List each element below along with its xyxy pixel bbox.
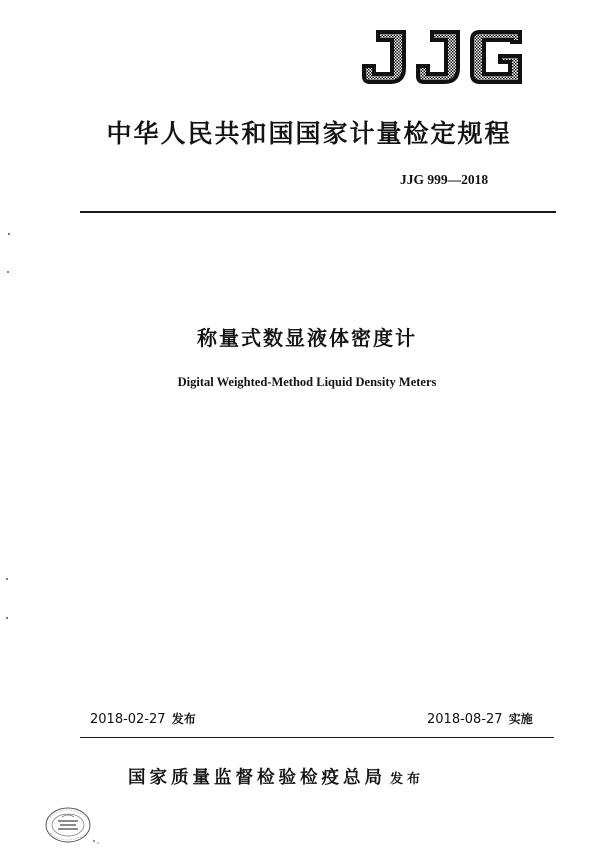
regulation-series-title: 中华人民共和国国家计量检定规程: [106, 119, 512, 148]
issuing-authority-suffix: 发布: [390, 772, 425, 787]
issue-date-label: 发布: [171, 712, 196, 726]
jjg-logo: [356, 26, 528, 88]
issue-date: [90, 710, 196, 727]
issue-date-value: 2018-02-27: [90, 712, 166, 727]
header-divider: [80, 211, 556, 213]
standard-code: JJG 999—2018: [400, 172, 489, 187]
implementation-date: [427, 710, 533, 727]
scan-speck: [8, 233, 10, 235]
footer-divider: [80, 737, 554, 738]
document-title-english: Digital Weighted-Method Liquid Density Meters: [177, 375, 437, 389]
implementation-date-value: 2018-08-27: [427, 712, 503, 727]
library-stamp-seal-icon: [38, 803, 104, 849]
document-title-chinese: 称量式数显液体密度计: [197, 326, 417, 350]
issuing-authority-name: 国家质量监督检验检疫总局: [128, 768, 386, 788]
implementation-date-label: 实施: [508, 712, 533, 726]
scan-speck: [6, 578, 8, 580]
scan-speck: [7, 271, 9, 273]
scan-speck: [6, 617, 8, 619]
issuing-authority: [128, 764, 424, 789]
